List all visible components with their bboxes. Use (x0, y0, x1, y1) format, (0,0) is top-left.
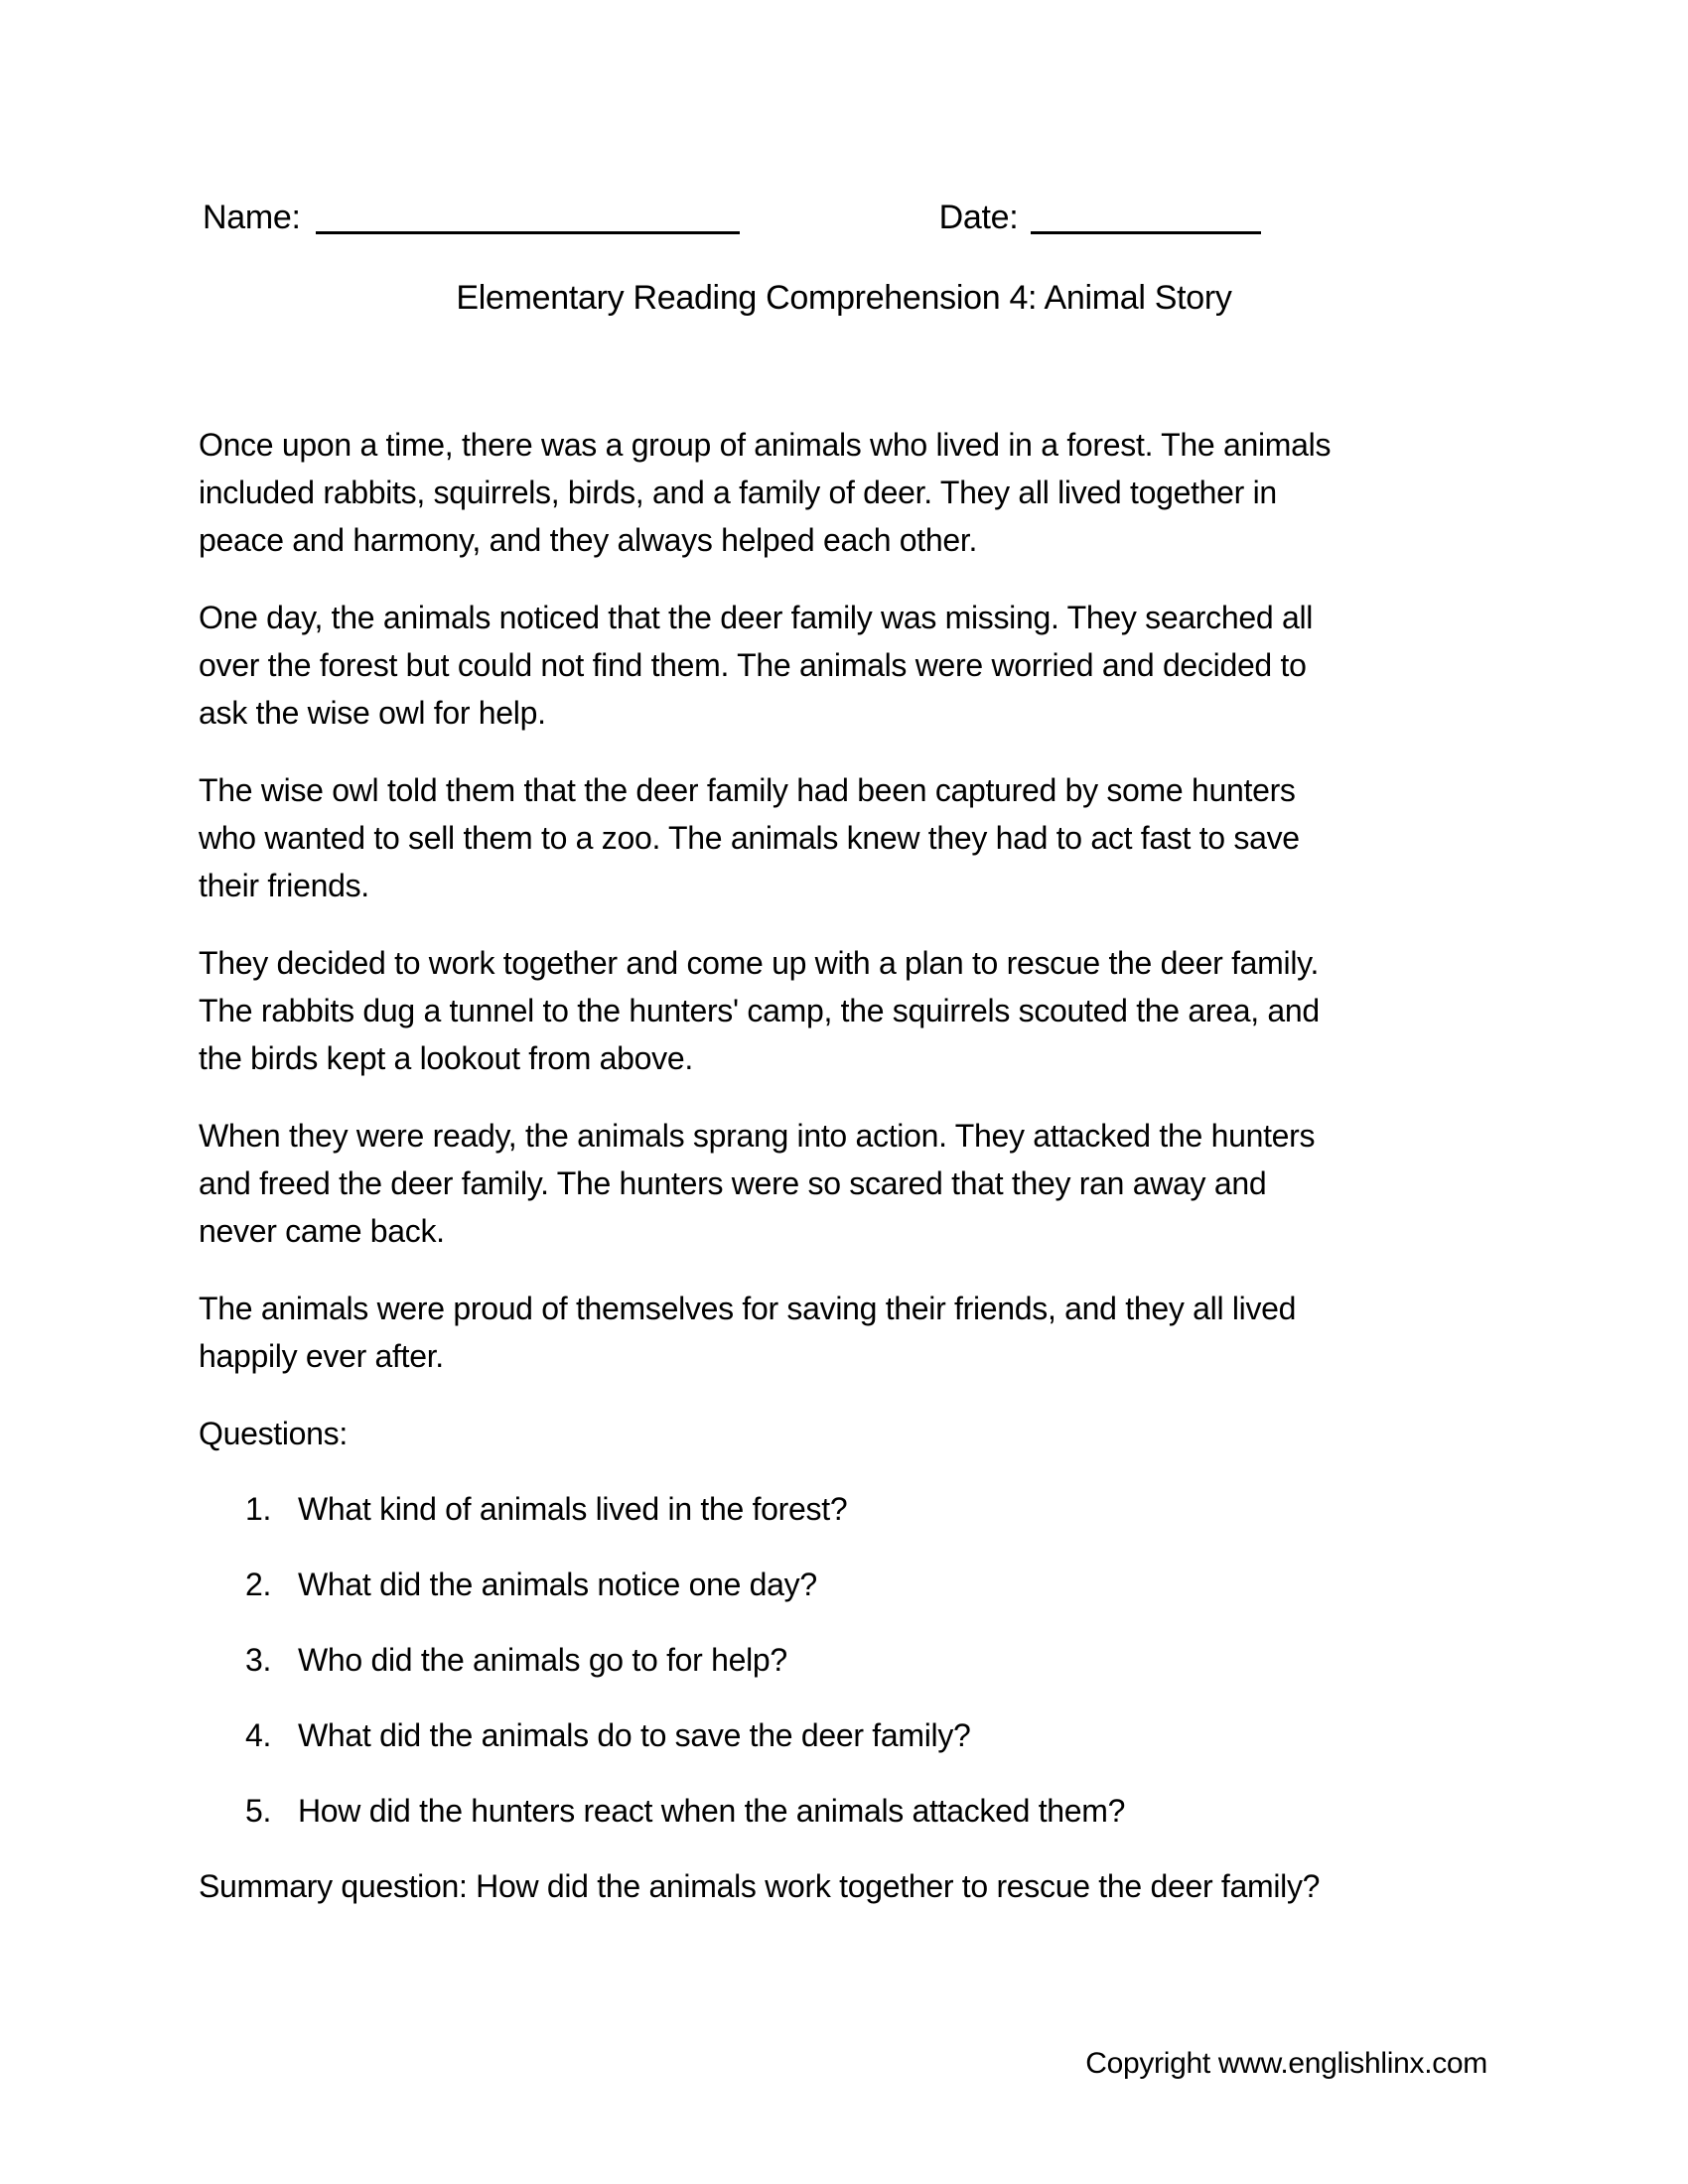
copyright-notice: Copyright www.englishlinx.com (1085, 2047, 1487, 2080)
story-paragraph (199, 594, 1529, 737)
story-paragraph (199, 421, 1529, 564)
story-paragraph (199, 1112, 1529, 1255)
story-content (199, 421, 1529, 1910)
date-blank-line (1031, 231, 1261, 234)
question-number: 3. (245, 1642, 272, 1678)
story-line: The animals were proud of themselves for saving their friends, and they all lived (199, 1291, 1297, 1326)
question-item (245, 1711, 1529, 1759)
name-label: Name: (203, 199, 301, 236)
story-paragraph (199, 939, 1529, 1082)
question-item (245, 1485, 1529, 1533)
question-text: What did the animals do to save the deer family? (298, 1717, 971, 1753)
question-number: 2. (245, 1567, 272, 1602)
question-item (245, 1636, 1529, 1684)
story-paragraph (199, 766, 1529, 909)
story-line: ask the wise owl for help. (199, 695, 546, 731)
question-number: 1. (245, 1491, 272, 1527)
story-line: One day, the animals noticed that the deer family was missing. They searched all (199, 600, 1314, 635)
story-line: happily ever after. (199, 1338, 444, 1374)
question-list (199, 1485, 1529, 1835)
story-line: and freed the deer family. The hunters were so scared that they ran away and (199, 1165, 1267, 1201)
questions-heading: Questions: (199, 1416, 348, 1451)
question-number: 4. (245, 1717, 272, 1753)
question-text: How did the hunters react when the animals attacked them? (298, 1793, 1126, 1829)
story-line: The rabbits dug a tunnel to the hunters' camp, the squirrels scouted the area, and (199, 993, 1320, 1028)
story-line: their friends. (199, 868, 369, 903)
story-line: included rabbits, squirrels, birds, and a family of deer. They all lived together in (199, 475, 1277, 510)
story-paragraph (199, 1285, 1529, 1380)
story-line: over the forest but could not find them. The animals were worried and decided to (199, 647, 1307, 683)
story-line: peace and harmony, and they always helped each other. (199, 522, 978, 558)
page-title: Elementary Reading Comprehension 4: Animal Story (456, 279, 1232, 317)
date-label: Date: (938, 199, 1019, 236)
name-date-header (203, 0, 1688, 237)
story-line: never came back. (199, 1213, 445, 1249)
story-line: They decided to work together and come up with a plan to rescue the deer family. (199, 945, 1320, 981)
story-line: When they were ready, the animals sprang into action. They attacked the hunters (199, 1118, 1316, 1154)
question-text: What kind of animals lived in the forest? (298, 1491, 848, 1527)
question-number: 5. (245, 1793, 272, 1829)
question-item (245, 1561, 1529, 1608)
name-blank-line (316, 231, 740, 234)
question-text: What did the animals notice one day? (298, 1567, 817, 1602)
story-line: The wise owl told them that the deer family had been captured by some hunters (199, 772, 1296, 808)
story-line: who wanted to sell them to a zoo. The animals knew they had to act fast to save (199, 820, 1300, 856)
question-text: Who did the animals go to for help? (298, 1642, 787, 1678)
story-line: Once upon a time, there was a group of animals who lived in a forest. The animals (199, 427, 1332, 463)
question-item (245, 1787, 1529, 1835)
story-line: the birds kept a lookout from above. (199, 1040, 693, 1076)
summary-question: Summary question: How did the animals work together to rescue the deer family? (199, 1868, 1321, 1904)
